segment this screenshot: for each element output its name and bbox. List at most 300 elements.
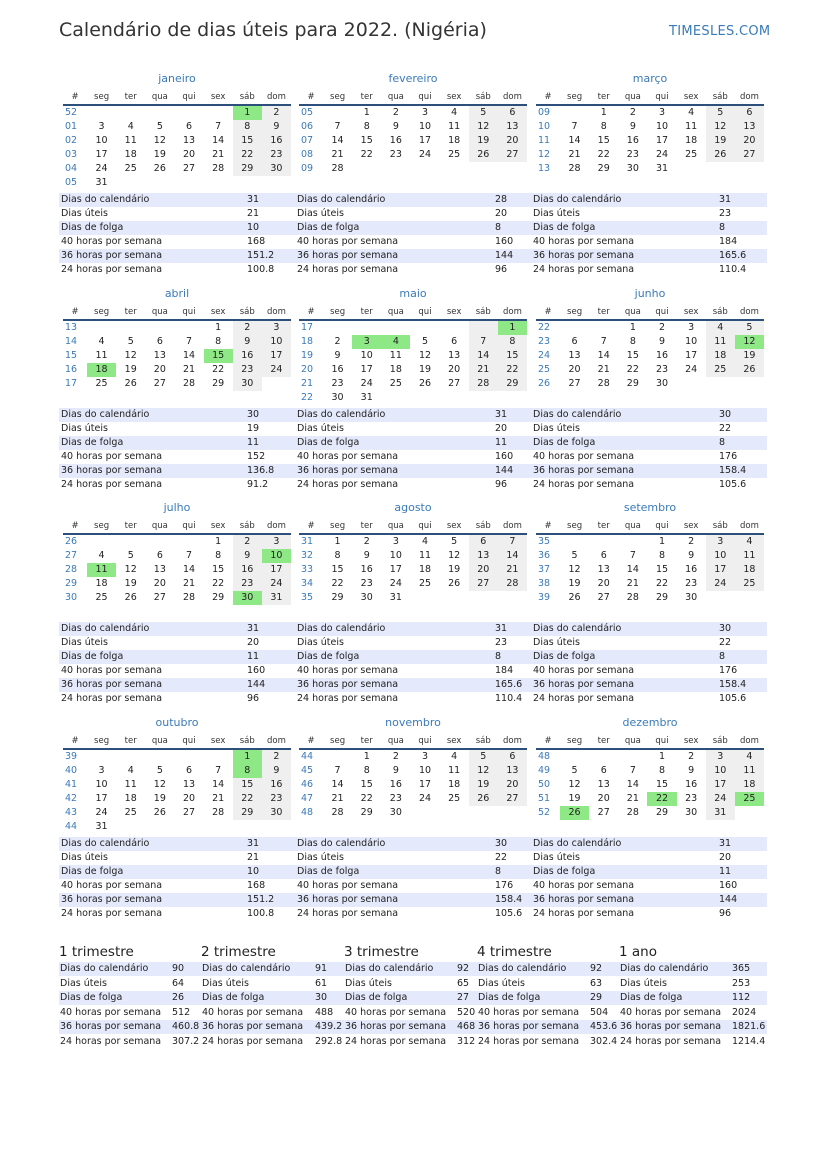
day-cell: 29 (498, 377, 527, 391)
day-cell: 15 (212, 564, 225, 575)
empty-cell (410, 162, 439, 176)
stat-row (59, 464, 295, 478)
empty-cell (469, 320, 498, 335)
weekday-header: dom (262, 89, 291, 105)
summary-label: Dias úteis (478, 977, 525, 989)
day-cell: 11 (124, 779, 137, 790)
day-cell: 17 (706, 778, 735, 792)
summary-label: Dias de folga (345, 992, 408, 1003)
week-number: 25 (538, 364, 551, 375)
day-cell: 30 (262, 806, 291, 820)
day-cell: 24 (360, 378, 373, 389)
day-cell: 18 (87, 363, 116, 377)
week-row (536, 335, 764, 349)
day-cell: 5 (571, 765, 578, 776)
day-cell: 18 (389, 364, 402, 375)
day-cell: 13 (735, 120, 764, 134)
summary-value: 468 (457, 1021, 476, 1032)
day-cell: 19 (153, 793, 166, 804)
day-cell: 10 (655, 121, 669, 132)
weekday-header: # (63, 89, 87, 105)
empty-cell (706, 162, 735, 176)
week-number: 04 (65, 163, 78, 174)
day-cell: 27 (182, 163, 196, 174)
day-cell: 19 (568, 578, 581, 589)
stat-value: 23 (719, 208, 732, 219)
weekday-header: qua (618, 518, 647, 534)
weekday-header: qui (174, 518, 203, 534)
stat-value: 110.4 (719, 264, 747, 275)
day-cell: 27 (735, 148, 764, 162)
day-cell: 26 (560, 806, 589, 820)
weekday-header: sex (677, 733, 706, 749)
week-number: 26 (538, 378, 551, 389)
week-number: 09 (301, 163, 314, 174)
week-number: 13 (65, 322, 78, 333)
summary-value: 253 (732, 977, 751, 989)
weekday-header: seg (323, 89, 352, 105)
weekday-header: seg (560, 304, 589, 320)
day-cell: 12 (568, 779, 581, 790)
weekday-header: qua (381, 733, 410, 749)
stat-label: 24 horas por semana (533, 479, 635, 490)
weekday-header: qua (145, 89, 174, 105)
weekday-header: sáb (233, 89, 262, 105)
summary-value: 30 (315, 992, 328, 1003)
stat-row (295, 450, 531, 464)
day-cell: 18 (124, 793, 137, 804)
stat-label: 40 horas por semana (533, 451, 635, 462)
day-cell: 29 (331, 592, 344, 603)
week-number: 13 (538, 163, 551, 174)
day-cell: 29 (212, 378, 225, 389)
day-cell: 30 (233, 377, 262, 391)
stat-value: 158.4 (495, 894, 523, 905)
summary-label: Dias do calendário (60, 963, 149, 974)
empty-cell (204, 749, 233, 764)
empty-cell (560, 105, 589, 120)
empty-cell (618, 749, 647, 764)
stat-label: Dias de folga (297, 866, 360, 877)
stat-value: 152 (247, 451, 266, 462)
day-cell: 26 (735, 363, 764, 377)
summary-title: 1 ano (619, 944, 657, 960)
weekday-header: sex (677, 518, 706, 534)
summary-title: 4 trimestre (477, 944, 552, 960)
stat-row (295, 408, 531, 422)
stat-row (295, 221, 531, 235)
stat-value: 11 (247, 651, 260, 662)
weekday-header: dom (735, 518, 764, 534)
stat-row (59, 450, 295, 464)
stat-value: 31 (247, 838, 260, 849)
weekday-header: ter (116, 733, 145, 749)
weekday-header: seg (560, 733, 589, 749)
day-cell: 11 (389, 350, 402, 361)
stat-label: 40 horas por semana (297, 451, 399, 462)
weekday-header: dom (735, 733, 764, 749)
summary-label: Dias de folga (478, 992, 541, 1003)
empty-cell (381, 320, 410, 335)
week-row (299, 335, 527, 349)
day-cell: 14 (182, 350, 196, 361)
week-row (63, 749, 291, 764)
stat-value: 21 (247, 208, 260, 219)
day-cell: 23 (262, 148, 291, 162)
summary-value: 27 (457, 992, 470, 1003)
stat-label: 24 horas por semana (61, 479, 163, 490)
day-cell: 5 (735, 320, 764, 335)
stat-value: 176 (495, 880, 514, 891)
week-row (63, 806, 291, 820)
day-cell: 9 (658, 336, 666, 347)
day-cell: 16 (685, 779, 698, 790)
day-cell: 11 (735, 764, 764, 778)
day-cell: 5 (421, 336, 429, 347)
day-cell: 1 (233, 105, 262, 120)
week-row (536, 349, 764, 363)
day-cell: 1 (600, 107, 607, 118)
week-row (299, 764, 527, 778)
day-cell: 20 (153, 364, 166, 375)
summary-value: 1214.4 (732, 1035, 766, 1047)
summary-label: Dias do calendário (345, 963, 434, 974)
day-cell: 14 (568, 135, 581, 146)
stat-label: 24 horas por semana (297, 693, 399, 704)
week-number: 45 (301, 765, 314, 776)
empty-cell (469, 591, 498, 605)
summary-label: 40 horas por semana (345, 1006, 447, 1018)
day-cell: 9 (392, 765, 399, 776)
stat-label: 40 horas por semana (61, 880, 163, 891)
day-cell: 10 (95, 135, 108, 146)
empty-cell (174, 320, 203, 335)
weekday-header: qua (381, 304, 410, 320)
day-cell: 8 (233, 764, 262, 778)
empty-cell (145, 534, 174, 549)
summary-label: 36 horas por semana (620, 1021, 722, 1032)
week-row (299, 549, 527, 563)
empty-cell (410, 591, 439, 605)
stat-label: Dias de folga (297, 222, 360, 233)
stat-value: 8 (719, 437, 726, 448)
stat-row (531, 636, 767, 650)
stat-label: Dias do calendário (61, 409, 150, 420)
day-cell: 28 (568, 163, 581, 174)
month-stats (531, 193, 767, 277)
stat-row (59, 436, 295, 450)
stat-row (295, 249, 531, 263)
empty-cell (145, 320, 174, 335)
day-cell: 11 (95, 350, 108, 361)
week-number: 21 (301, 378, 314, 389)
day-cell: 23 (233, 363, 262, 377)
stat-row (531, 664, 767, 678)
day-cell: 10 (360, 350, 373, 361)
day-cell: 10 (418, 121, 432, 132)
day-cell: 24 (95, 163, 108, 174)
day-cell: 6 (498, 105, 527, 120)
day-cell: 6 (451, 336, 458, 347)
stat-value: 136.8 (247, 465, 275, 476)
empty-cell (87, 534, 116, 549)
day-cell: 11 (706, 335, 735, 349)
empty-cell (589, 534, 618, 549)
stat-label: 40 horas por semana (297, 665, 399, 676)
month-name: outubro (155, 716, 199, 729)
day-cell: 14 (469, 349, 498, 363)
stat-row (531, 221, 767, 235)
day-cell: 9 (688, 550, 695, 561)
empty-cell (440, 806, 469, 820)
day-cell: 20 (182, 149, 196, 160)
stat-row (59, 422, 295, 436)
summary-value: 460.8 (172, 1021, 200, 1032)
month-stats (295, 837, 531, 921)
day-cell: 9 (262, 120, 291, 134)
week-row (536, 577, 764, 591)
weekday-header: # (536, 89, 560, 105)
weekday-header: # (536, 518, 560, 534)
stat-label: Dias de folga (533, 866, 596, 877)
summary-value: 439.2 (315, 1021, 343, 1032)
summary-value: 292.8 (315, 1035, 343, 1047)
stat-row (59, 636, 295, 650)
day-cell: 10 (389, 550, 402, 561)
day-cell: 26 (448, 578, 461, 589)
empty-cell (174, 105, 203, 120)
week-number: 38 (538, 578, 551, 589)
month-table (63, 304, 291, 391)
weekday-header: sex (204, 733, 233, 749)
stat-row (295, 893, 531, 907)
day-cell: 16 (685, 564, 698, 575)
stat-label: 36 horas por semana (61, 679, 163, 690)
day-cell: 27 (182, 807, 196, 818)
summary-label: 36 horas por semana (60, 1021, 162, 1032)
stat-label: Dias do calendário (533, 194, 622, 205)
empty-cell (116, 749, 145, 764)
day-cell: 17 (95, 793, 108, 804)
weekday-header: ter (589, 518, 618, 534)
empty-cell (560, 749, 589, 764)
day-cell: 22 (233, 792, 262, 806)
stat-value: 184 (719, 236, 738, 247)
stat-row (59, 235, 295, 249)
summary-value: 112 (732, 992, 751, 1003)
week-row (63, 792, 291, 806)
weekday-header: # (63, 304, 87, 320)
weekday-header: dom (262, 518, 291, 534)
day-cell: 15 (233, 134, 262, 148)
week-row (299, 363, 527, 377)
day-cell: 8 (215, 336, 222, 347)
week-row (536, 377, 764, 391)
day-cell: 20 (498, 134, 527, 148)
empty-cell (735, 377, 764, 391)
day-cell: 25 (418, 578, 432, 589)
day-cell: 30 (360, 592, 373, 603)
day-cell: 19 (153, 149, 166, 160)
month-março (536, 71, 764, 176)
day-cell: 7 (469, 335, 498, 349)
day-cell: 2 (392, 107, 399, 118)
day-cell: 5 (156, 765, 163, 776)
month-name: agosto (394, 501, 432, 514)
week-row (299, 792, 527, 806)
day-cell: 21 (469, 363, 498, 377)
day-cell: 16 (389, 779, 402, 790)
day-cell: 1 (658, 536, 666, 547)
summary-value: 2024 (732, 1006, 757, 1018)
weekday-header: sex (440, 518, 469, 534)
month-maio (299, 286, 527, 405)
week-row (536, 120, 764, 134)
day-cell: 7 (629, 765, 636, 776)
weekday-header: qui (410, 304, 439, 320)
day-cell: 21 (212, 793, 225, 804)
week-row (536, 105, 764, 120)
weekday-header: ter (589, 733, 618, 749)
stat-value: 110.4 (495, 693, 523, 704)
stat-row (59, 249, 295, 263)
day-cell: 12 (706, 120, 735, 134)
stat-value: 158.4 (719, 679, 747, 690)
empty-cell (87, 749, 116, 764)
month-agosto (299, 500, 527, 605)
summary-value: 302.4 (590, 1035, 618, 1047)
week-number: 37 (538, 564, 551, 575)
stat-label: Dias do calendário (61, 623, 150, 634)
stat-value: 184 (495, 665, 514, 676)
month-table (63, 733, 291, 834)
day-cell: 12 (153, 779, 166, 790)
day-cell: 13 (182, 135, 196, 146)
empty-cell (440, 591, 469, 605)
empty-cell (410, 391, 439, 405)
day-cell: 2 (262, 749, 291, 764)
weekday-header: sáb (706, 89, 735, 105)
empty-cell (174, 820, 203, 834)
day-cell: 5 (451, 536, 458, 547)
week-row (299, 349, 527, 363)
week-row (536, 162, 764, 176)
stat-row (59, 879, 295, 893)
day-cell: 8 (233, 120, 262, 134)
day-cell: 16 (389, 135, 402, 146)
stat-value: 96 (495, 264, 508, 275)
day-cell: 3 (688, 322, 695, 333)
brand-link[interactable]: TIMESLES.COM (669, 24, 771, 39)
weekday-header: sex (204, 304, 233, 320)
empty-cell (706, 377, 735, 391)
day-cell: 25 (735, 577, 764, 591)
day-cell: 3 (262, 534, 291, 549)
stat-row (531, 263, 767, 277)
day-cell: 9 (334, 350, 341, 361)
day-cell: 27 (153, 378, 166, 389)
empty-cell (735, 591, 764, 605)
day-cell: 2 (363, 536, 370, 547)
day-cell: 7 (334, 765, 341, 776)
day-cell: 28 (469, 377, 498, 391)
stat-row (531, 249, 767, 263)
month-stats (295, 622, 531, 706)
day-cell: 16 (262, 778, 291, 792)
day-cell: 10 (685, 336, 698, 347)
stat-label: 24 horas por semana (533, 908, 635, 919)
stat-row (295, 207, 531, 221)
page-title: Calendário de dias úteis para 2022. (Nigéria) (59, 19, 487, 41)
day-cell: 12 (469, 120, 498, 134)
week-number: 03 (65, 149, 78, 160)
stat-label: 40 horas por semana (297, 880, 399, 891)
stat-label: 36 horas por semana (297, 679, 399, 690)
day-cell: 2 (688, 751, 695, 762)
weekday-header: # (299, 89, 323, 105)
week-row (299, 749, 527, 764)
stat-label: 36 horas por semana (297, 250, 399, 261)
day-cell: 24 (95, 807, 108, 818)
day-cell: 4 (98, 336, 105, 347)
day-cell: 25 (448, 793, 461, 804)
empty-cell (233, 176, 262, 190)
day-cell: 31 (360, 392, 373, 403)
weekday-header: dom (498, 89, 527, 105)
week-number: 51 (538, 793, 551, 804)
month-name: setembro (623, 501, 677, 514)
weekday-header: ter (116, 304, 145, 320)
day-cell: 14 (331, 135, 344, 146)
stat-value: 96 (247, 693, 260, 704)
day-cell: 7 (498, 534, 527, 549)
day-cell: 22 (212, 578, 225, 589)
stat-value: 105.6 (719, 479, 747, 490)
day-cell: 26 (706, 148, 735, 162)
weekday-header: # (299, 304, 323, 320)
day-cell: 4 (98, 550, 105, 561)
weekday-header: # (299, 518, 323, 534)
stat-label: 40 horas por semana (61, 451, 163, 462)
day-cell: 30 (262, 162, 291, 176)
summary-value: 1821.6 (732, 1021, 766, 1032)
day-cell: 12 (418, 350, 432, 361)
stat-value: 20 (247, 637, 260, 648)
day-cell: 27 (153, 592, 166, 603)
empty-cell (440, 162, 469, 176)
empty-cell (560, 534, 589, 549)
day-cell: 12 (153, 135, 166, 146)
day-cell: 20 (182, 793, 196, 804)
day-cell: 21 (597, 364, 610, 375)
day-cell: 7 (334, 121, 341, 132)
stat-value: 31 (495, 623, 508, 634)
day-cell: 10 (706, 549, 735, 563)
summary-value: 488 (315, 1006, 334, 1018)
day-cell: 17 (262, 349, 291, 363)
weekday-header: sex (677, 89, 706, 105)
week-number: 30 (65, 592, 78, 603)
day-cell: 9 (233, 549, 262, 563)
stat-label: Dias do calendário (297, 194, 386, 205)
day-cell: 23 (685, 793, 698, 804)
stat-label: Dias úteis (533, 208, 580, 219)
day-cell: 5 (127, 336, 134, 347)
summary-label: Dias úteis (60, 977, 107, 989)
day-cell: 21 (212, 149, 225, 160)
day-cell: 21 (568, 149, 581, 160)
weekday-header: dom (498, 304, 527, 320)
